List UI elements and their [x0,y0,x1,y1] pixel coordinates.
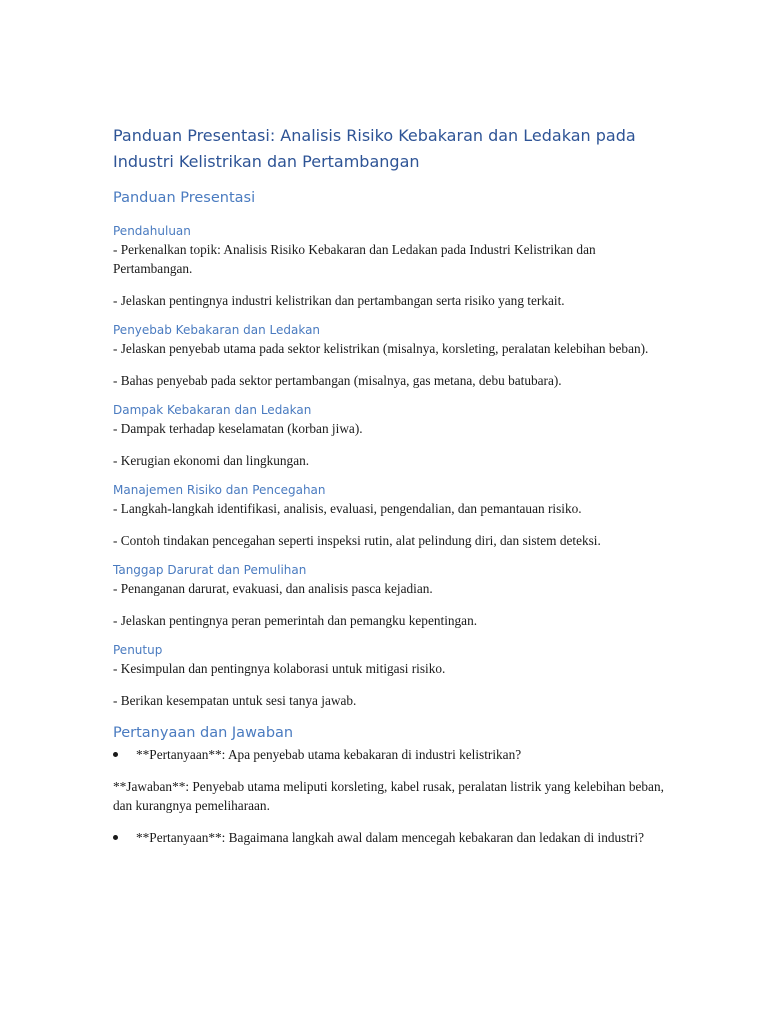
paragraph: - Perkenalkan topik: Analisis Risiko Kebakaran dan Ledakan pada Industri Kelistrikan dan Pertambangan. [113,242,596,276]
question-text: **Pertanyaan**: Bagaimana langkah awal dalam mencegah kebakaran dan ledakan di industri? [136,830,645,845]
section-heading-tanggap: Tanggap Darurat dan Pemulihan [113,563,307,577]
paragraph: - Jelaskan pentingnya peran pemerintah dan pemangku kepentingan. [113,613,478,628]
qa-answer: **Jawaban**: Penyebab utama meliputi korsleting, kabel rusak, peralatan listrik yang kelebihan beban, dan kurangnya pemeliharaan. [113,779,664,813]
bullet-icon [113,835,118,840]
qa-question [113,745,673,764]
paragraph: - Jelaskan pentingnya industri kelistrikan dan pertambangan serta risiko yang terkait. [113,293,565,308]
section-heading-penutup: Penutup [113,643,163,657]
document-content [113,123,673,847]
section-heading-manajemen: Manajemen Risiko dan Pencegahan [113,483,326,497]
qa-question [113,828,673,847]
section-heading-penyebab: Penyebab Kebakaran dan Ledakan [113,323,321,337]
paragraph: - Berikan kesempatan untuk sesi tanya jawab. [113,693,357,708]
paragraph: - Langkah-langkah identifikasi, analisis, evaluasi, pengendalian, dan pemantauan risiko. [113,501,582,516]
paragraph: - Penanganan darurat, evakuasi, dan analisis pasca kejadian. [113,581,433,596]
section-heading-dampak: Dampak Kebakaran dan Ledakan [113,403,312,417]
paragraph: - Dampak terhadap keselamatan (korban jiwa). [113,421,363,436]
bullet-icon [113,752,118,757]
paragraph: - Jelaskan penyebab utama pada sektor kelistrikan (misalnya, korsleting, peralatan kelebihan beban). [113,341,649,356]
paragraph: - Bahas penyebab pada sektor pertambangan (misalnya, gas metana, debu batubara). [113,373,562,388]
heading-pertanyaan-jawaban: Pertanyaan dan Jawaban [113,725,294,741]
paragraph: - Kerugian ekonomi dan lingkungan. [113,453,310,468]
paragraph: - Kesimpulan dan pentingnya kolaborasi untuk mitigasi risiko. [113,661,446,676]
question-text: **Pertanyaan**: Apa penyebab utama kebakaran di industri kelistrikan? [136,747,522,762]
section-heading-pendahuluan: Pendahuluan [113,224,191,238]
document-title: Panduan Presentasi: Analisis Risiko Kebakaran dan Ledakan pada Industri Kelistrikan dan Pertambangan [113,126,636,171]
heading-panduan-presentasi: Panduan Presentasi [113,190,256,206]
paragraph: - Contoh tindakan pencegahan seperti inspeksi rutin, alat pelindung diri, dan sistem deteksi. [113,533,601,548]
